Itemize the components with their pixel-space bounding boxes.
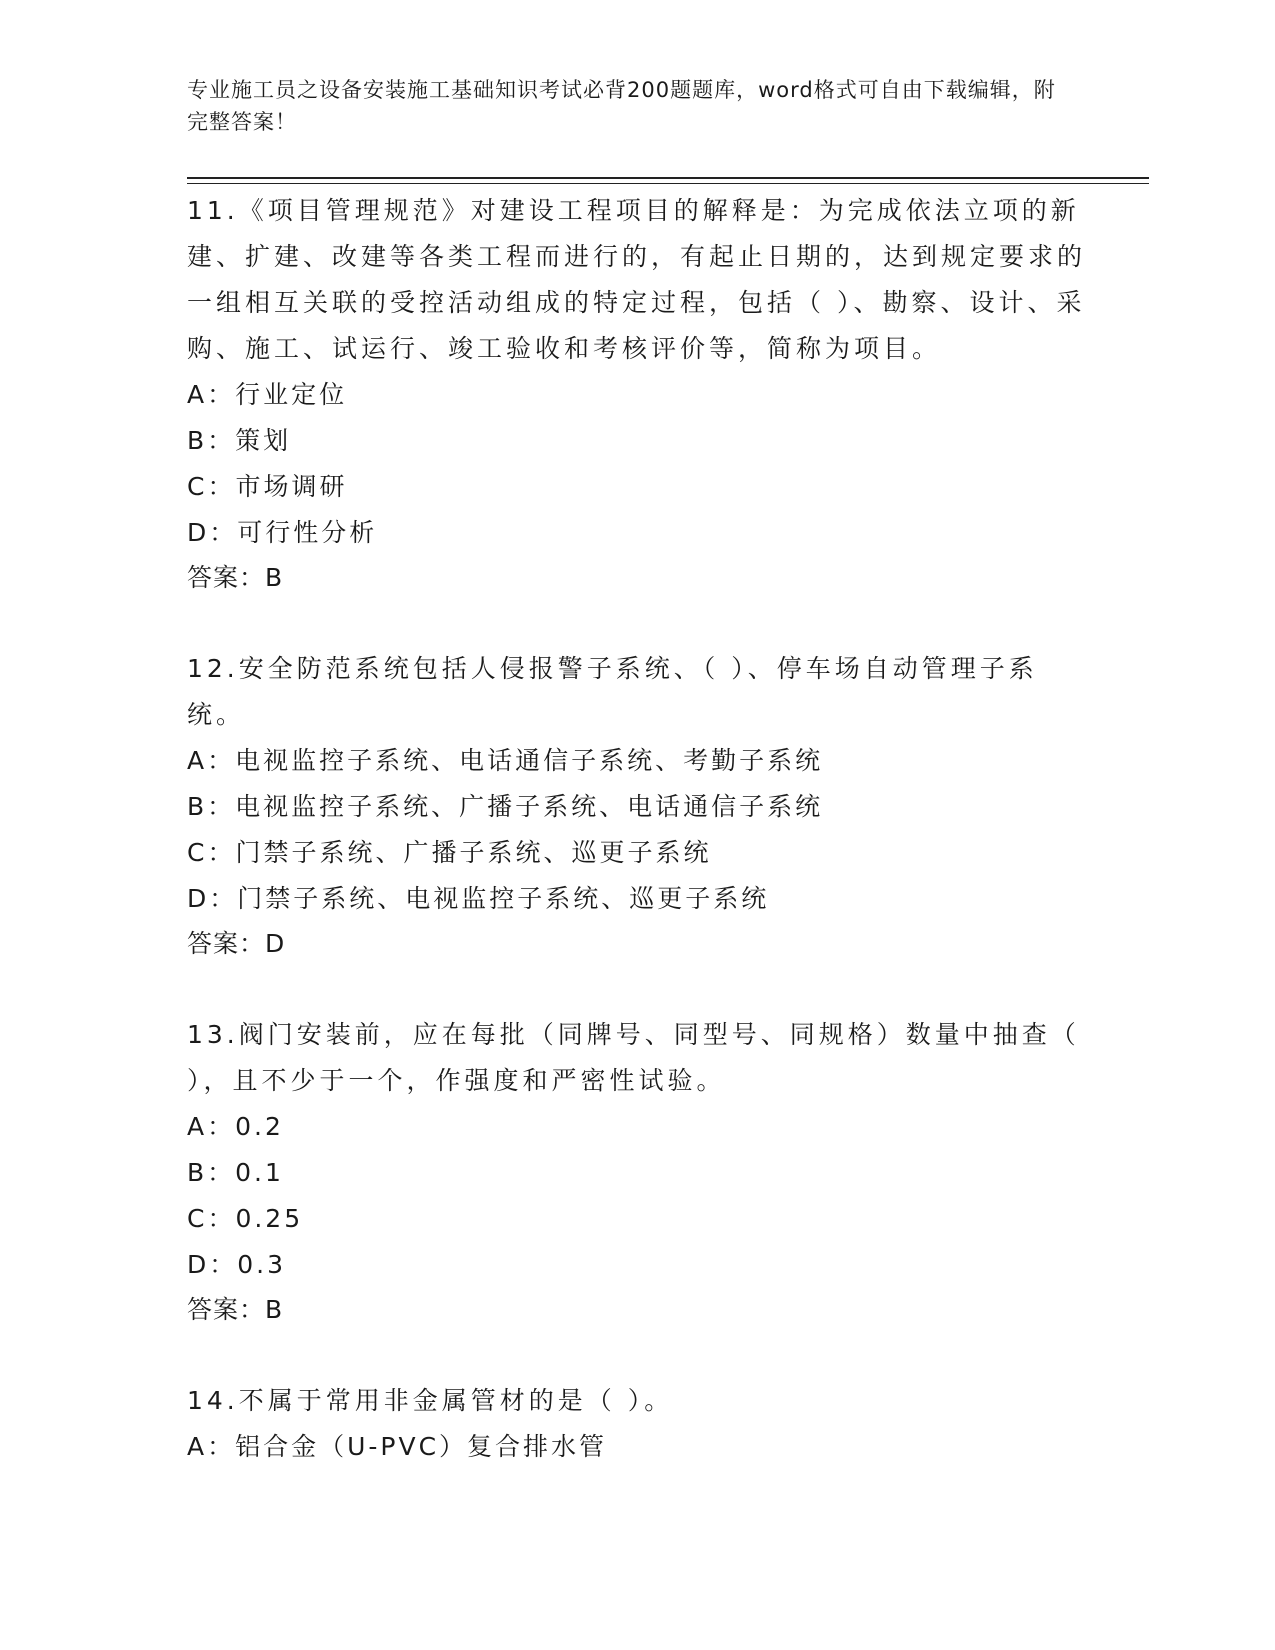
question-stem: 13.阀门安装前，应在每批（同牌号、同型号、同规格）数量中抽查（ ），且不少于一个，作强度和严密性试验。 [187, 1020, 1080, 1095]
option-c: C：0.25 [187, 1204, 304, 1233]
question-12 [187, 646, 1087, 966]
option-c: C：市场调研 [187, 472, 348, 501]
question-stem: 11.《项目管理规范》对建设工程项目的解释是：为完成依法立项的新建、扩建、改建等各类工程而进行的，有起止日期的，达到规定要求的一组相互关联的受控活动组成的特定过程，包括（ ）、勘察、设计、采购、施工、试运行、竣工验收和考核评价等，简称为项目。 [187, 196, 1087, 363]
question-list [187, 188, 1087, 1470]
option-c: C：门禁子系统、广播子系统、巡更子系统 [187, 838, 712, 867]
document-header: 专业施工员之设备安装施工基础知识考试必背200题题库，word格式可自由下载编辑，附完整答案！ [187, 78, 1056, 134]
question-14 [187, 1378, 1087, 1470]
answer: 答案：B [187, 1295, 284, 1324]
option-a: A：行业定位 [187, 380, 348, 409]
option-b: B：电视监控子系统、广播子系统、电话通信子系统 [187, 792, 824, 821]
answer: 答案：B [187, 563, 284, 592]
question-13 [187, 1012, 1087, 1332]
option-b: B：策划 [187, 426, 292, 455]
question-stem: 12.安全防范系统包括人侵报警子系统、（ ）、停车场自动管理子系统。 [187, 654, 1038, 729]
option-d: D：可行性分析 [187, 518, 378, 547]
option-a: A：电视监控子系统、电话通信子系统、考勤子系统 [187, 746, 824, 775]
option-d: D：门禁子系统、电视监控子系统、巡更子系统 [187, 884, 770, 913]
option-a: A：铝合金（U-PVC）复合排水管 [187, 1432, 608, 1461]
header-divider-thin [187, 183, 1149, 184]
answer: 答案：D [187, 929, 286, 958]
option-d: D：0.3 [187, 1250, 287, 1279]
option-b: B：0.1 [187, 1158, 284, 1187]
header-divider-thick [187, 177, 1149, 179]
question-stem: 14.不属于常用非金属管材的是（ ）。 [187, 1386, 674, 1415]
question-11 [187, 188, 1087, 600]
option-a: A：0.2 [187, 1112, 284, 1141]
